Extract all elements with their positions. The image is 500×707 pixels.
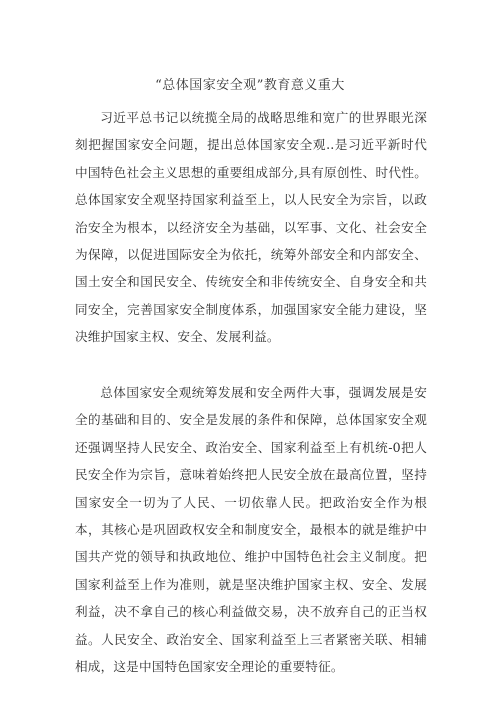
paragraph-2: 总体国家安全观统筹发展和安全两件大事，强调发展是安全的基础和目的、安全是发展的条件和保障，总体国家安全观还强调坚持人民安全、政治安全、国家利益至上有机统-0把人民安全作为宗旨，意味着始终把人民安全放在最高位置，坚持国家安全一切为了人民、一切依靠人民。把政治安全作为根本，其核心是巩固政权安全和制度安全，最根本的就是维护中国共产党的领导和执政地位、维护中国特色社会主义制度。把国家利益至上作为准则，就是坚决维护国家主权、安全、发展利益，决不拿自己的核心利益做交易，决不放弃自己的正当权益。人民安全、政治安全、国家利益至上三者紧密关联、相辅相成，这是中国特色国家安全理论的重要特征。 — [75, 385, 427, 675]
paragraph-1: 习近平总书记以统揽全局的战略思维和宽广的世界眼光深刻把握国家安全问题，提出总体国家安全观..是习近平新时代中国特色社会主义思想的重要组成部分,具有原创性、时代性。总体国家安全观坚持国家利益至上，以人民安全为宗旨，以政治安全为根本，以经济安全为基础，以军事、文化、社会安全为保障，以促进国际安全为依托，统筹外部安全和内部安全、国土安全和国民安全、传统安全和非传统安全、自身安全和共同安全，完善国家安全制度体系，加强国家安全能力建设，坚决维护国家主权、安全、发展利益。 — [75, 110, 427, 345]
document-title: “总体国家安全观”教育意义重大 — [155, 78, 345, 93]
